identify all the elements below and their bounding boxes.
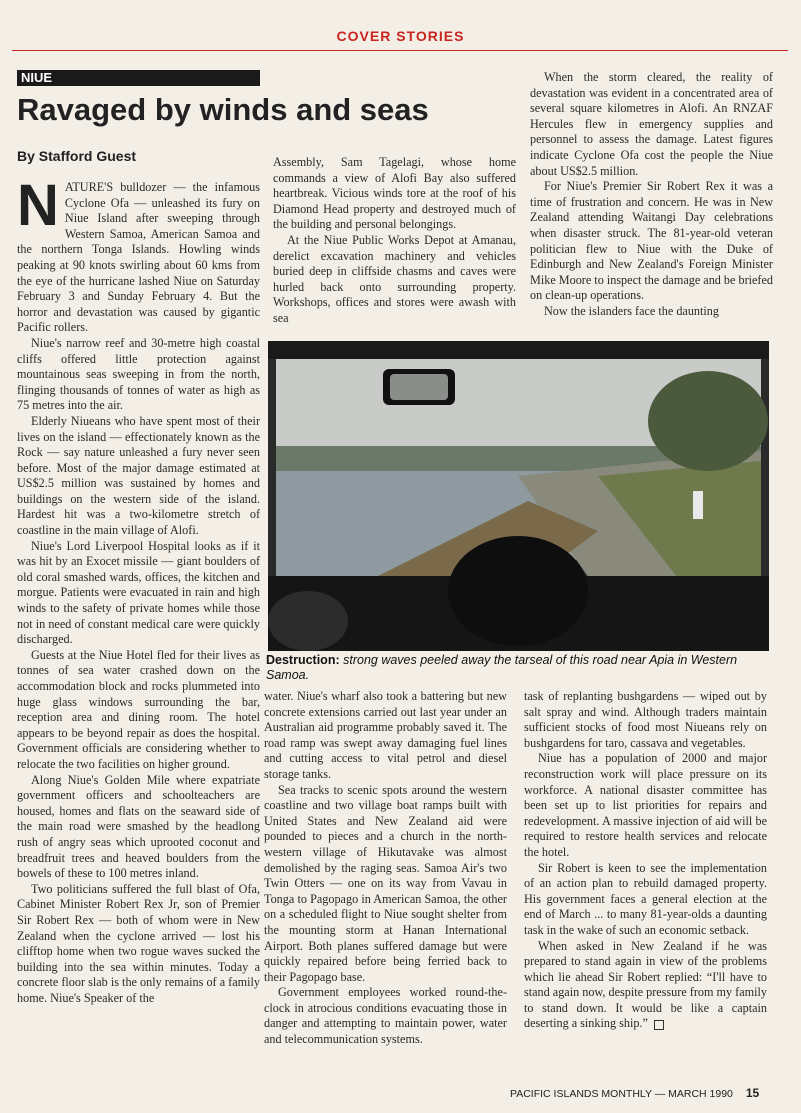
country-tag: NIUE <box>17 70 260 86</box>
paragraph: task of replanting bushgardens — wiped out by salt spray and wind. Although traders maintain sufficient stocks of food most Niueans rely on bushgardens for taro, cassava and vegetables. <box>524 689 767 750</box>
paragraph: Elderly Niueans who have spent most of their lives on the island — effectionately known as the Rock — say nature unleashed a fury never seen before. Most of the major damage estimated at US$2.5 million was sustained by homes and buildings on the western side of the island. Hardest hit was a two-kilometre stretch of coastline in the main village of Alofi. <box>17 413 260 538</box>
paragraph: Niue has a population of 2000 and major reconstruction work will place pressure on its workforce. A national disaster committee has been set up to list priorities for repairs and redevelopment. A massive injection of aid will be required to restore health services and relocate the hotel. <box>524 751 767 859</box>
paragraph: Sir Robert is keen to see the implementation of an action plan to rebuild damaged property. His government faces a general election at the end of March ... to many 81-year-olds a daunting task in the wake of such an economic setback. <box>524 860 767 937</box>
paragraph: Guests at the Niue Hotel fled for their lives as tonnes of sea water crashed down on the accommodation block and rocks plummeted into huge glass windows surrounding the bar, reception area and dining room. The hotel appears to be beyond repair as does the hospital. Government officials are considering whether to relocate the two facilities on higher ground. <box>17 647 260 771</box>
column-2-top <box>273 155 516 327</box>
paragraph-last: When asked in New Zealand if he was prepared to stand again in view of the problems which lie ahead Sir Robert replied: “I'll have to stand again now, despite pressure from my family to stand down. It would be like a captain deserting a sinking ship.” <box>524 938 767 1031</box>
byline: By Stafford Guest <box>17 148 137 164</box>
news-photo <box>268 341 769 651</box>
column-3-bottom <box>524 689 767 1032</box>
paragraph: When the storm cleared, the reality of devastation was evident in a concentrated area of several square kilometres in Alofi. An RNZAF Hercules flew in emergency supplies and personnel to assess the damage. Latest figures indicate Cyclone Ofa cost the people the Niue about US$2.5 million. <box>530 70 773 178</box>
paragraph: Government employees worked round-the-clock in atrocious conditions evacuating those in danger and attempting to maintain power, water and telecommunication systems. <box>264 985 507 1047</box>
header-rule <box>12 50 788 51</box>
end-mark-icon <box>654 1020 664 1030</box>
paragraph: Two politicians suffered the full blast of Ofa, Cabinet Minister Robert Rex Jr, son of Premier Sir Robert Rex — both of whom were in New Zealand when the cyclone arrived — lost his clifftop home when two rogue waves sucked the building into the sea within minutes. Today a concrete floor slab is the only remains of a family home. Niue's Speaker of the <box>17 881 260 1005</box>
page-footer <box>510 1086 759 1100</box>
paragraph: Niue's narrow reef and 30-metre high coastal cliffs offered little protection against mountainous seas sweeping in from the north, flinging thousands of tonnes of water as high as 75 metres into the air. <box>17 335 260 413</box>
paragraph: For Niue's Premier Sir Robert Rex it was a time of frustration and concern. He was in New Zealand attending Waitangi Day celebrations when disaster struck. The 81-year-old veteran politician flew to Niue with the Duke of Edinburgh and New Zealand's Foreign Minister Mike Moore to inspect the damage and be briefed on clean-up operations. <box>530 179 773 303</box>
paragraph: Now the islanders face the daunting <box>544 303 719 318</box>
paragraph: At the Niue Public Works Depot at Amanau, derelict excavation machinery and vehicles buried deep in cliffside chasms and caves were hurled back onto surrounding property. Workshops, offices and stores were awash with sea <box>273 232 516 325</box>
paragraph: water. Niue's wharf also took a battering but new concrete extensions carried out last year under an Australian aid programme probably saved it. The road ramp was swept away damaging fuel lines and cutting access to vital petrol and diesel storage tanks. <box>264 689 507 781</box>
column-2-bottom <box>264 689 507 1048</box>
caption-label: Destruction: <box>266 653 340 667</box>
photo-caption <box>266 653 776 683</box>
paragraph: Assembly, Sam Tagelagi, whose home commands a view of Alofi Bay also suffered heartbreak. Vicious winds tore at the roof of his Diamond Head property and destroyed much of the building and personal belongings. <box>273 155 516 232</box>
paragraph: Niue's Lord Liverpool Hospital looks as if it was hit by an Exocet missile — giant boulders of old coral smashed wards, offices, the kitchen and morgue. Patients were evacuated in rain and high winds to the safety of private homes while those not in need of constant medical care were quickly discharged. <box>17 538 260 647</box>
section-header: COVER STORIES <box>336 28 465 44</box>
paragraph: Along Niue's Golden Mile where expatriate government officers and schoolteachers are housed, homes and flats on the seaward side of the main road were smashed by the headlong rush of angry seas which uprooted coconut and breadfruit trees and heaved boulders from the bowels of these to 100 metres inland. <box>17 772 260 881</box>
drop-cap: N <box>17 173 59 238</box>
column-1 <box>17 173 260 1006</box>
page-number: 15 <box>745 1086 760 1100</box>
headline: Ravaged by winds and seas <box>17 92 429 127</box>
road-photo-illustration <box>268 341 769 651</box>
caption-text: strong waves peeled away the tarseal of this road near Apia in Western Samoa. <box>266 653 738 682</box>
paragraph-1: NATURE'S bulldozer — the infamous Cyclone Ofa — unleashed its fury on Niue Island after sweeping through Western Samoa, American Samoa and the northern Tonga Islands. Howling winds peaking at 90 knots swirling about 60 kms from the eye of the hurricane lashed Niue on Saturday February 3 and Sunday February 4. But the horror and devastation was caused by gigantic Pacific rollers. <box>17 173 260 335</box>
paragraph: Sea tracks to scenic spots around the western coastline and two village boat ramps built with United States and New Zealand aid were pounded to pieces and a church in the north-western village of Hikutavake was almost demolished by the raging seas. Samoa Air's two Twin Otters — one on its way from Vavau in Tonga to Pagopago in American Samoa, the other on a scheduled flight to Niue sought shelter from the mounting storm at Hanan International Airport. Both planes suffered damage but were quickly repaired before being ferried back to their Pagopago base. <box>264 782 507 984</box>
column-3-top <box>530 70 773 320</box>
publication-name: PACIFIC ISLANDS MONTHLY — MARCH 1990 <box>510 1088 733 1100</box>
